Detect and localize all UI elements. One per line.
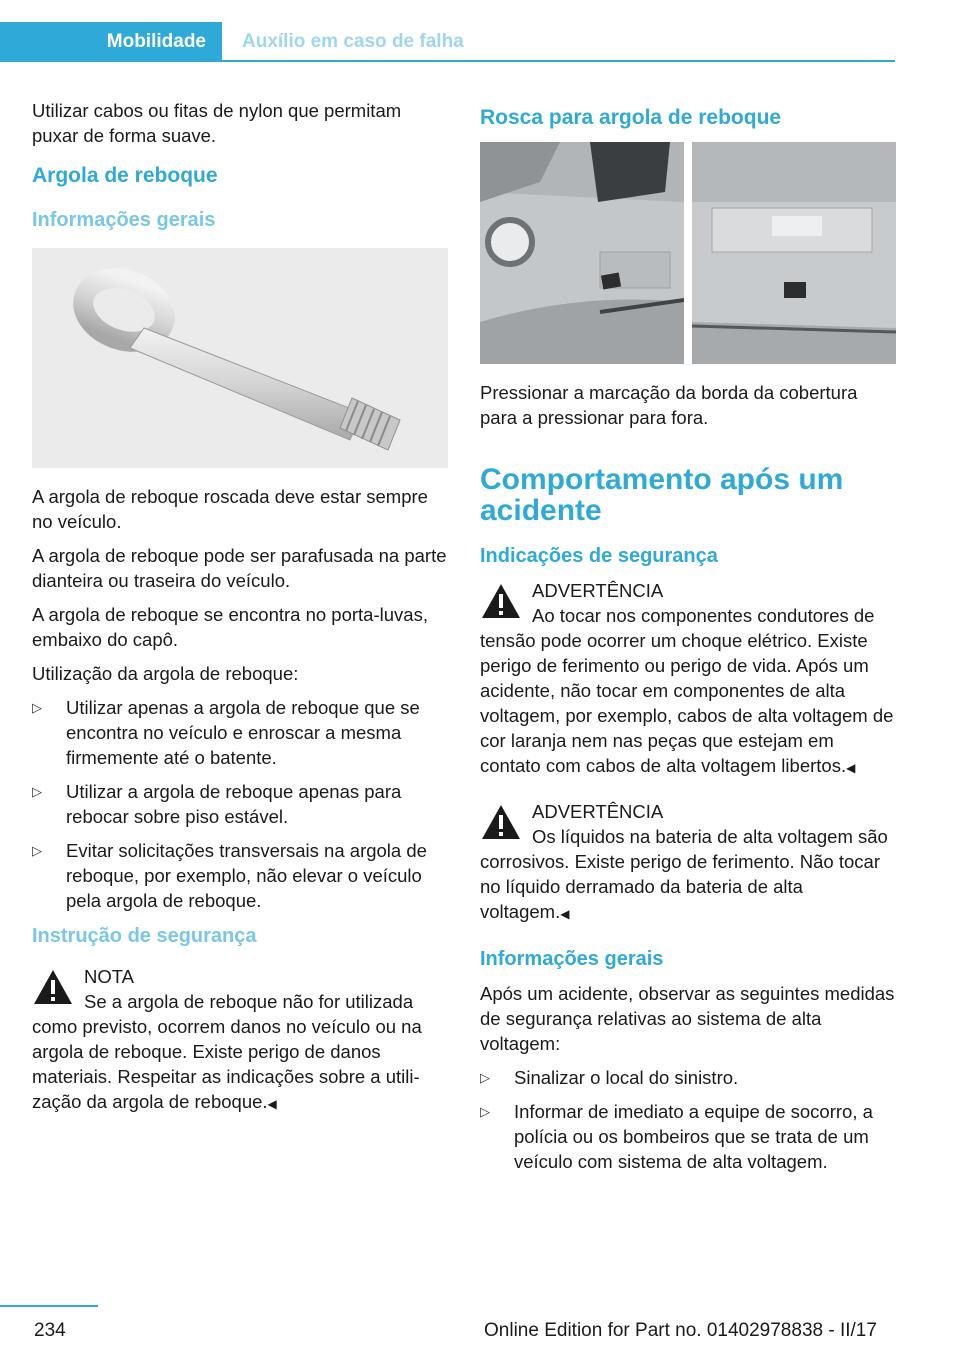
tow-eye-thread-image: [480, 142, 896, 364]
end-marker-icon: ◀: [267, 1097, 277, 1111]
tow-eye-illustration: [32, 248, 448, 468]
list-item: ▷ Evitar solicitações transversais na argola de reboque, por exemplo, não elevar o veículo pela argola de reboque.: [32, 840, 427, 911]
header-section-label: Mobilidade: [106, 31, 206, 52]
warning-title: ADVERTÊNCIA: [532, 580, 664, 601]
warning-box-electric: [480, 578, 896, 781]
heading-general-info: Informações gerais: [32, 209, 216, 231]
warning-title: ADVERTÊNCIA: [532, 801, 664, 822]
left-column: [32, 98, 448, 1135]
list-item: ▷ Informar de imediato a equipe de socorro, a polícia ou os bombeiros que se trata de um veículo com sistema de alta voltagem.: [480, 1101, 873, 1172]
header-section-tab: [0, 22, 222, 62]
tow-eye-image: [32, 248, 448, 468]
warning-text: Os líquidos na bateria de alta voltagem são corrosivos. Existe perigo de ferimento. Não tocar no líquido derramado da bateria de alta voltagem.: [480, 826, 888, 922]
heading-after-accident: Comportamento após um acidente: [480, 463, 844, 527]
note-text: Se a argola de reboque não for utilizada como previsto, ocorrem danos no veículo ou na argola de reboque. Existe perigo de danos materiais. Respeitar as indicações sobre a utilização da argola de reboque.: [32, 991, 422, 1112]
page-number: 234: [34, 1320, 66, 1341]
note-title: NOTA: [84, 966, 135, 987]
paragraph-location: A argola de reboque se encontra no porta-luvas, embaixo do capô.: [32, 604, 428, 650]
end-marker-icon: ◀: [560, 907, 570, 921]
heading-general-info-2: Informações gerais: [480, 948, 664, 970]
right-column: [480, 98, 896, 1183]
note-box: [32, 964, 448, 1117]
paragraph-usage-intro: Utilização da argola de reboque:: [32, 663, 299, 684]
warning-triangle-icon: [480, 582, 522, 620]
heading-safety-instruction: Instrução de segurança: [32, 925, 257, 947]
front-bumper-photo: [480, 142, 684, 364]
usage-list: [32, 695, 448, 913]
rear-bumper-photo: [692, 142, 896, 364]
bullet-marker-icon: ▷: [32, 700, 42, 715]
end-marker-icon: ◀: [846, 761, 856, 775]
list-item: ▷ Utilizar apenas a argola de reboque que se encontra no veículo e enroscar a mesma firmemente até o batente.: [32, 697, 420, 768]
header-chapter-label: Auxílio em caso de falha: [242, 31, 464, 52]
paragraph-screw-front-rear: A argola de reboque pode ser parafusada na parte dianteira ou traseira do veículo.: [32, 545, 447, 591]
paragraph-press-cover: Pressionar a marcação da borda da cobertura para a pressionar para fora.: [480, 382, 858, 428]
footer-rule: [0, 1305, 98, 1307]
heading-tow-eye-thread: Rosca para argola de reboque: [480, 106, 782, 129]
list-item: ▷ Utilizar a argola de reboque apenas para rebocar sobre piso estável.: [32, 781, 402, 827]
warning-triangle-icon: [32, 968, 74, 1006]
heading-safety-indications: Indicações de segurança: [480, 545, 718, 567]
paragraph-always-in-vehicle: A argola de reboque roscada deve estar sempre no veículo.: [32, 486, 428, 532]
warning-text: Ao tocar nos componentes condutores de tensão pode ocorrer um choque elétrico. Existe perigo de ferimento ou perigo de vida. Após um acidente, não tocar em componentes de alta voltagem, por exemplo, cabos de alta voltagem de cor laranja nem nas peças que estejam em contato com cabos de alta voltagem libertos.: [480, 605, 894, 776]
bullet-marker-icon: ▷: [32, 843, 42, 858]
warning-box-liquids: [480, 799, 896, 927]
accident-list: [480, 1065, 896, 1174]
bullet-marker-icon: ▷: [480, 1104, 490, 1119]
warning-triangle-icon: [480, 803, 522, 841]
paragraph-after-accident: Após um acidente, observar as seguintes medidas de segurança relativas ao sistema de alta voltagem:: [480, 983, 895, 1054]
heading-tow-eye: Argola de reboque: [32, 164, 218, 187]
bullet-marker-icon: ▷: [32, 784, 42, 799]
bullet-marker-icon: ▷: [480, 1070, 490, 1085]
edition-text: Online Edition for Part no. 01402978838 - II/17: [484, 1320, 877, 1341]
list-item: ▷ Sinalizar o local do sinistro.: [480, 1067, 739, 1088]
intro-paragraph: Utilizar cabos ou fitas de nylon que permitam puxar de forma suave.: [32, 100, 402, 146]
